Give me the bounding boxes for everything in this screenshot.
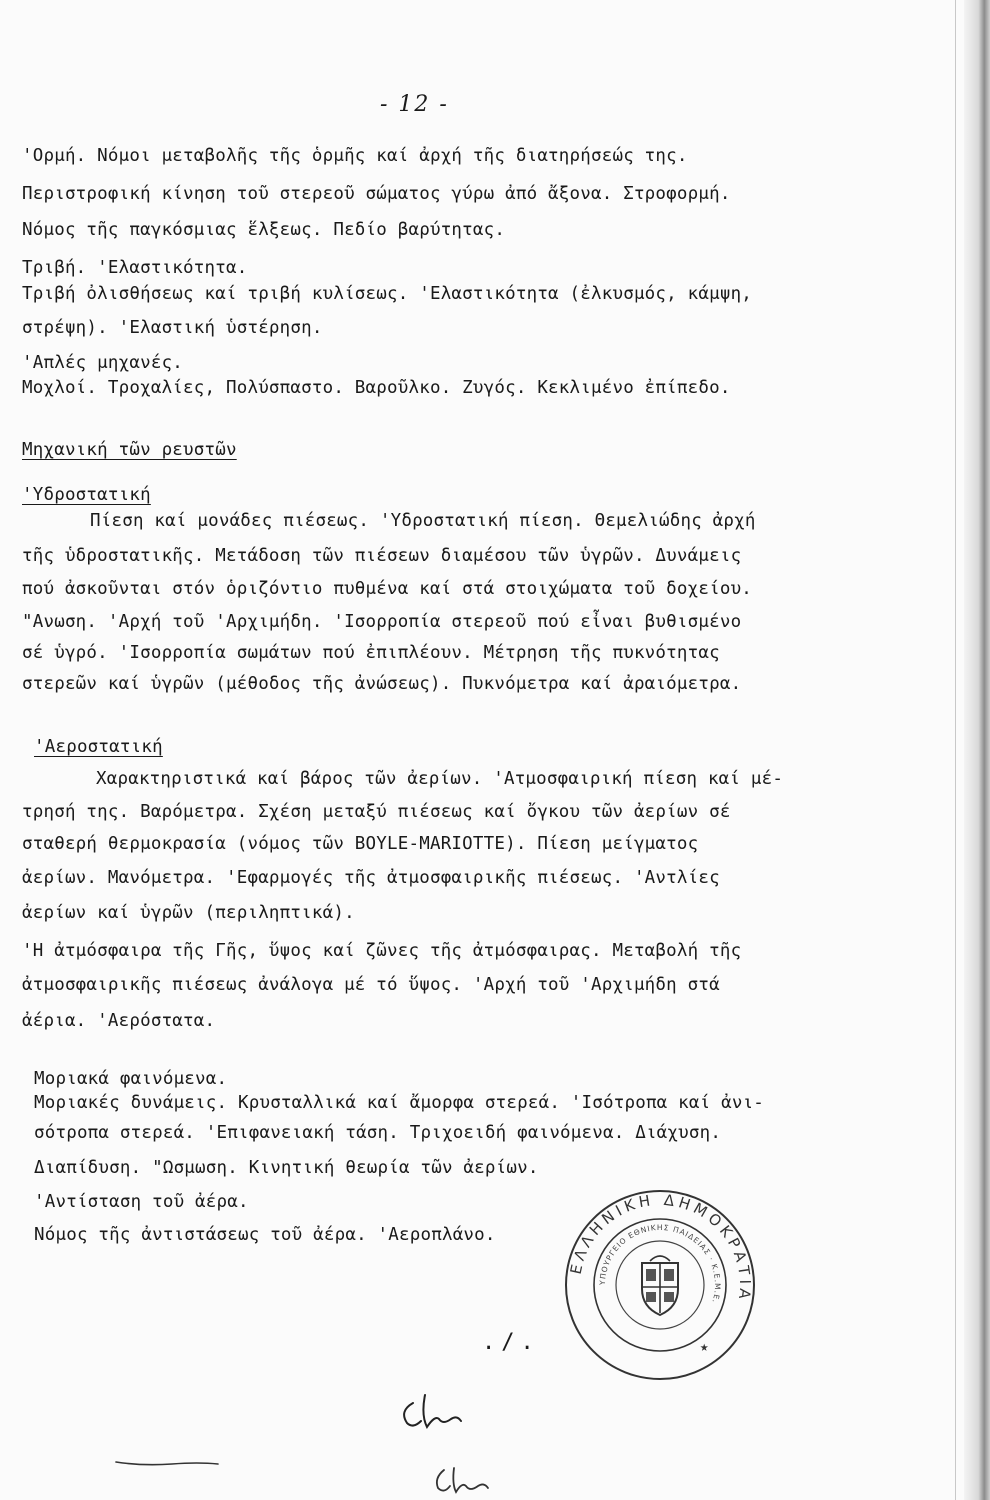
text-line: πού ἀσκοῦνται στόν ὁριζόντιο πυθμένα καί στά στοιχώματα τοῦ δοχείου. bbox=[22, 579, 753, 599]
text-line: Νόμος τῆς ἀντιστάσεως τοῦ ἀέρα. 'Αεροπλάνο. bbox=[34, 1225, 496, 1245]
text-line: τρησή της. Βαρόμετρα. Σχέση μεταξύ πιέσεως καί ὄγκου τῶν ἀερίων σέ bbox=[22, 802, 731, 822]
text-line: 'Απλές μηχανές. bbox=[22, 353, 184, 373]
stamp-outer-text: ΕΛΛΗΝΙΚΗ ΔΗΜΟΚΡΑΤΙΑ bbox=[566, 1190, 755, 1304]
stamp-inner-text: ΥΠΟΥΡΓΕΙΟ ΕΘΝΙΚΗΣ ΠΑΙΔΕΙΑΣ · Κ.Ε.Μ.Ε. bbox=[597, 1222, 723, 1305]
star-icon: ★ bbox=[700, 1339, 709, 1355]
text-line: Τριβή ὀλισθήσεως καί τριβή κυλίσεως. 'Ελαστικότητα (ἐλκυσμός, κάμψη, bbox=[22, 284, 753, 304]
text-line: στρέψη). 'Ελαστική ὑστέρηση. bbox=[22, 318, 323, 338]
text-line: Μοριακά φαινόμενα. bbox=[34, 1069, 228, 1089]
binding-edge bbox=[964, 0, 990, 1500]
text-line: Χαρακτηριστικά καί βάρος τῶν ἀερίων. 'Ατμοσφαιρική πίεση καί μέ- bbox=[96, 769, 784, 789]
text-line: Διαπίδυση. "Ωσμωση. Κινητική θεωρία τῶν ἀερίων. bbox=[34, 1158, 539, 1178]
text-line: ἀτμοσφαιρικῆς πιέσεως ἀνάλογα μέ τό ὕψος. 'Αρχή τοῦ 'Αρχιμήδη στά bbox=[22, 975, 720, 995]
text-line: Μοριακές δυνάμεις. Κρυσταλλικά καί ἄμορφα στερεά. 'Ισότροπα καί ἀνι- bbox=[34, 1093, 765, 1113]
page-fold-line bbox=[955, 0, 956, 1500]
end-mark: ./. bbox=[482, 1330, 540, 1355]
text-line: 'Η ἀτμόσφαιρα τῆς Γῆς, ὕψος καί ζῶνες τῆς ἀτμόσφαιρας. Μεταβολή τῆς bbox=[22, 941, 742, 961]
text-line: Τριβή. 'Ελαστικότητα. bbox=[22, 258, 248, 278]
text-line: Περιστροφική κίνηση τοῦ στερεοῦ σώματος γύρω ἀπό ἄξονα. Στροφορμή. bbox=[22, 184, 731, 204]
text-line: ἀέρια. 'Αερόστατα. bbox=[22, 1011, 216, 1031]
text-line: Πίεση καί μονάδες πιέσεως. 'Υδροστατική πίεση. Θεμελιώδης ἀρχή bbox=[90, 511, 756, 531]
coat-of-arms-icon bbox=[642, 1256, 678, 1315]
text-line: σέ ὑγρό. 'Ισορροπία σωμάτων πού ἐπιπλέουν. Μέτρηση τῆς πυκνότητας bbox=[22, 643, 720, 663]
handwritten-initials bbox=[395, 1385, 475, 1435]
text-line: 'Ορμή. Νόμοι μεταβολῆς τῆς ὁρμῆς καί ἀρχή τῆς διατηρήσεώς της. bbox=[22, 146, 688, 166]
page-number: - 12 - bbox=[380, 92, 449, 117]
text-line: 'Αντίσταση τοῦ ἀέρα. bbox=[34, 1192, 249, 1212]
handwritten-initials-lower bbox=[430, 1462, 500, 1500]
text-line: τῆς ὑδροστατικῆς. Μετάδοση τῶν πιέσεων διαμέσου τῶν ὑγρῶν. Δυνάμεις bbox=[22, 546, 742, 566]
handwritten-stroke bbox=[112, 1450, 222, 1480]
subsection-heading: 'Αεροστατική bbox=[34, 737, 163, 757]
section-heading: Μηχανική τῶν ρευστῶν bbox=[22, 440, 237, 460]
text-line: στερεῶν καί ὑγρῶν (μέθοδος τῆς ἀνώσεως). Πυκνόμετρα καί ἀραιόμετρα. bbox=[22, 674, 742, 694]
text-line: σταθερή θερμοκρασία (νόμος τῶν BOYLE-MARIOTTE). Πίεση μείγματος bbox=[22, 834, 699, 854]
text-line: ἀερίων καί ὑγρῶν (περιληπτικά). bbox=[22, 903, 355, 923]
text-line: ἀερίων. Μανόμετρα. 'Εφαρμογές τῆς ἀτμοσφαιρικῆς πιέσεως. 'Αντλίες bbox=[22, 868, 720, 888]
official-seal-stamp bbox=[560, 1185, 760, 1385]
text-line: σότροπα στερεά. 'Επιφανειακή τάση. Τριχοειδή φαινόμενα. Διάχυση. bbox=[34, 1123, 722, 1143]
text-line: Νόμος τῆς παγκόσμιας ἕλξεως. Πεδίο βαρύτητας. bbox=[22, 220, 506, 240]
text-line: Μοχλοί. Τροχαλίες, Πολύσπαστο. Βαροῦλκο. Ζυγός. Κεκλιμένο ἐπίπεδο. bbox=[22, 378, 731, 398]
subsection-heading: 'Υδροστατική bbox=[22, 485, 151, 505]
text-line: "Ανωση. 'Αρχή τοῦ 'Αρχιμήδη. 'Ισορροπία στερεοῦ πού εἶναι βυθισμένο bbox=[22, 612, 742, 632]
